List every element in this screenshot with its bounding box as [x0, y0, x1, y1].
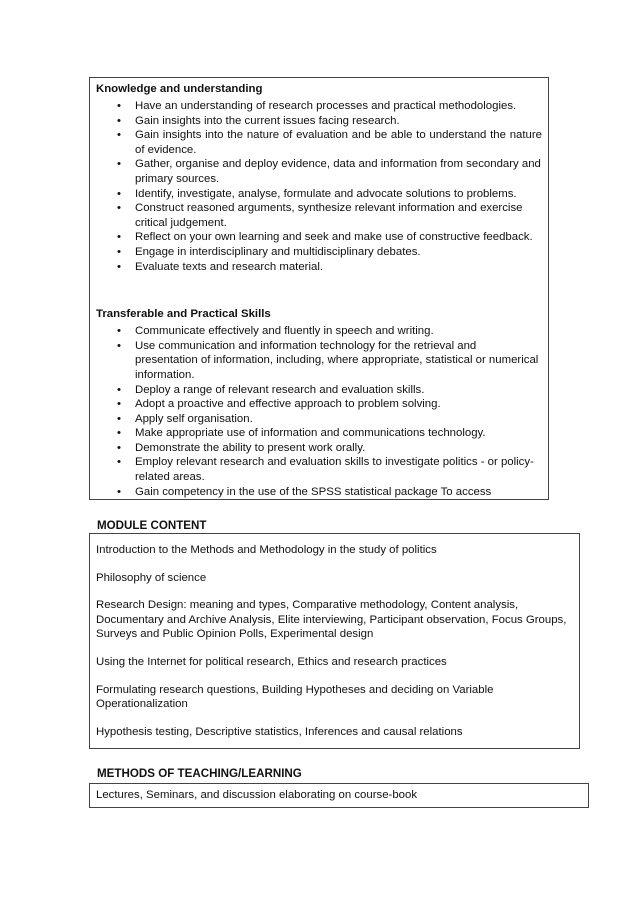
list-item: • Make appropriate use of information and communications technology.: [117, 427, 486, 440]
list-item: • Communicate effectively and fluently in speech and writing.: [117, 325, 434, 338]
teaching-box: [89, 783, 589, 808]
list-item: • Have an understanding of research processes and practical methodologies.: [117, 100, 517, 112]
bullet-icon: •: [117, 100, 121, 112]
list-item: • Engage in interdisciplinary and multidisciplinary debates.: [117, 245, 421, 258]
bullet-icon: •: [117, 485, 121, 498]
bullet-icon: •: [117, 383, 121, 396]
bullet-icon: •: [117, 202, 121, 215]
bullet-icon: •: [117, 245, 121, 258]
list-item: • Gain insights into the nature of evaluation and be able to understand the nature of evidence.: [117, 129, 542, 156]
bullet-icon: •: [117, 231, 121, 244]
bullet-icon: •: [117, 441, 121, 454]
list-item: • Adopt a proactive and effective approach to problem solving.: [117, 398, 441, 411]
content-paragraph: Using the Internet for political research, Ethics and research practices: [96, 655, 447, 668]
list-item: • Gather, organise and deploy evidence, data and information from secondary and primary sources.: [117, 158, 541, 185]
bullet-icon: •: [117, 325, 121, 338]
list-item: • Gain competency in the use of the SPSS statistical package To access: [117, 485, 492, 498]
list-item: • Apply self organisation.: [117, 412, 253, 425]
teaching-text: Lectures, Seminars, and discussion elaborating on course-book: [96, 789, 418, 801]
bullet-icon: •: [117, 187, 121, 200]
module-content-heading: MODULE CONTENT: [97, 519, 207, 532]
bullet-icon: •: [117, 260, 121, 273]
list-item: • Reflect on your own learning and seek and make use of constructive feedback.: [117, 231, 533, 244]
bullet-icon: •: [117, 158, 121, 171]
bullet-icon: •: [117, 456, 121, 469]
list-item: • Evaluate texts and research material.: [117, 260, 324, 273]
bullet-icon: •: [117, 398, 121, 411]
content-paragraph: Philosophy of science: [96, 571, 207, 584]
bullet-icon: •: [117, 427, 121, 440]
content-paragraph: Research Design: meaning and types, Comparative methodology, Content analysis, Documentary and Archive Analysis, Elite interviewing, Participant observation, Focus Groups, Surveys and Public Opinion Polls, Experimental design: [96, 599, 567, 641]
knowledge-list: [96, 99, 542, 274]
bullet-icon: •: [117, 412, 121, 425]
content-paragraph: Formulating research questions, Building Hypotheses and deciding on Variable Operationalization: [96, 683, 494, 711]
bullet-icon: •: [117, 339, 121, 352]
knowledge-heading: Knowledge and understanding: [96, 83, 263, 95]
list-item: • Demonstrate the ability to present work orally.: [117, 441, 366, 454]
module-content-box: [89, 533, 580, 749]
bullet-icon: •: [117, 114, 121, 127]
list-item: • Construct reasoned arguments, synthesize relevant information and exercise critical judgement.: [117, 202, 523, 229]
list-item: • Employ relevant research and evaluation skills to investigate politics - or policy-related areas.: [117, 456, 534, 484]
content-paragraph: Hypothesis testing, Descriptive statistics, Inferences and causal relations: [96, 725, 463, 738]
list-item: • Gain insights into the current issues facing research.: [117, 114, 400, 127]
bullet-icon: •: [117, 129, 121, 142]
content-paragraph: Introduction to the Methods and Methodology in the study of politics: [96, 544, 437, 556]
list-item: • Use communication and information technology for the retrieval and presentation of information, including, where appropriate, statistical or numerical information.: [117, 339, 539, 381]
teaching-heading: METHODS OF TEACHING/LEARNING: [97, 767, 302, 780]
list-item: • Identify, investigate, analyse, formulate and advocate solutions to problems.: [117, 187, 517, 200]
skills-heading: Transferable and Practical Skills: [96, 308, 271, 321]
list-item: • Deploy a range of relevant research and evaluation skills.: [117, 383, 425, 396]
skills-list: [96, 324, 542, 499]
learning-outcomes-box: [89, 77, 549, 500]
